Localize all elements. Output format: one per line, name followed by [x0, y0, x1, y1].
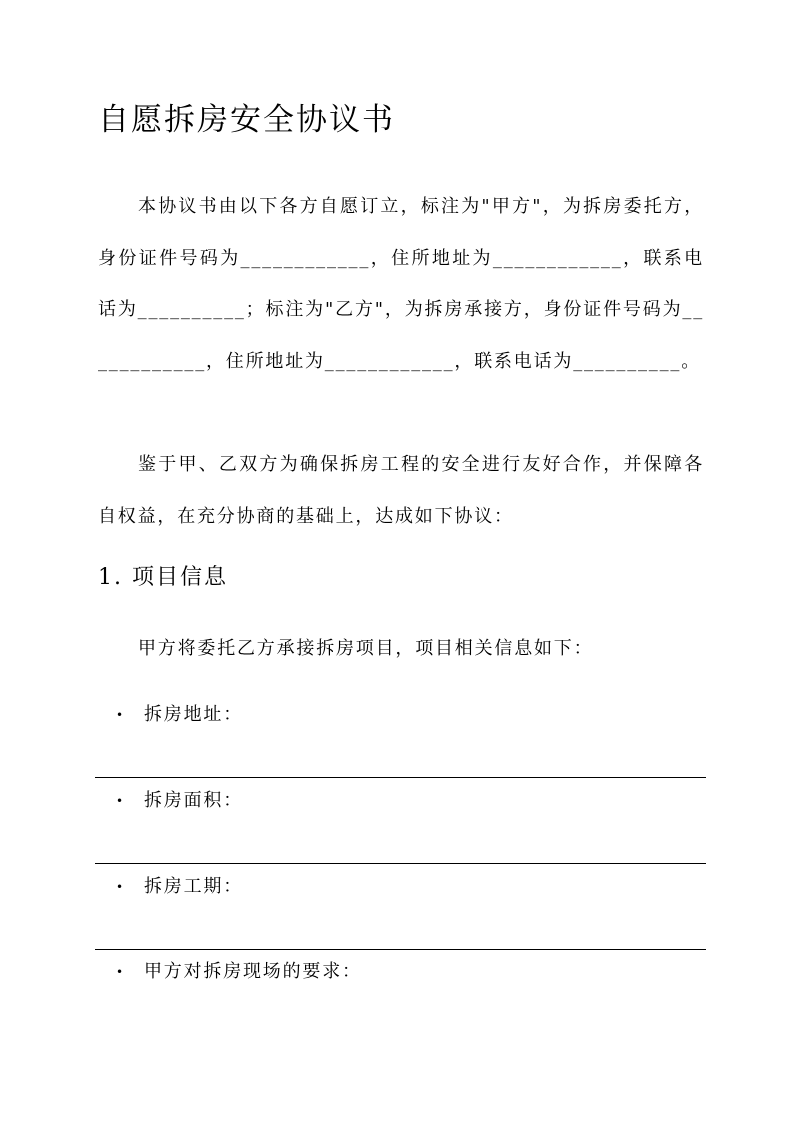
- bullet-icon: •: [116, 794, 125, 808]
- section-intro-paragraph: 甲方将委托乙方承接拆房项目，项目相关信息如下：: [138, 638, 594, 659]
- document-title: 自愿拆房安全协议书: [98, 102, 395, 138]
- list-item-demolition-address: [116, 700, 243, 730]
- list-item-label: 甲方对拆房现场的要求：: [144, 961, 362, 982]
- section-heading-project-info: 1. 项目信息: [98, 565, 228, 590]
- intro-paragraph: 本协议书由以下各方自愿订立，标注为"甲方"，为拆房委托方，身份证件号码为____________，住所地址为____________，联系电话为__________；标注为"乙方"，为拆房承接方，身份证件号码为____________，住所地址为____________，联系电话为__________。: [98, 196, 704, 372]
- purpose-paragraph: 鉴于甲、乙双方为确保拆房工程的安全进行友好合作，并保障各自权益，在充分协商的基础上，达成如下协议：: [98, 454, 704, 527]
- fill-in-line: [95, 949, 706, 950]
- list-item-label: 拆房工期：: [144, 876, 243, 897]
- fill-in-line: [95, 777, 706, 778]
- bullet-icon: •: [116, 880, 125, 894]
- list-item-site-requirements: [116, 957, 362, 987]
- list-item-demolition-area: [116, 786, 243, 816]
- bullet-icon: •: [116, 965, 125, 979]
- list-item-demolition-period: [116, 872, 243, 902]
- list-item-label: 拆房面积：: [144, 790, 243, 811]
- fill-in-line: [95, 863, 706, 864]
- bullet-icon: •: [116, 708, 125, 722]
- list-item-label: 拆房地址：: [144, 704, 243, 725]
